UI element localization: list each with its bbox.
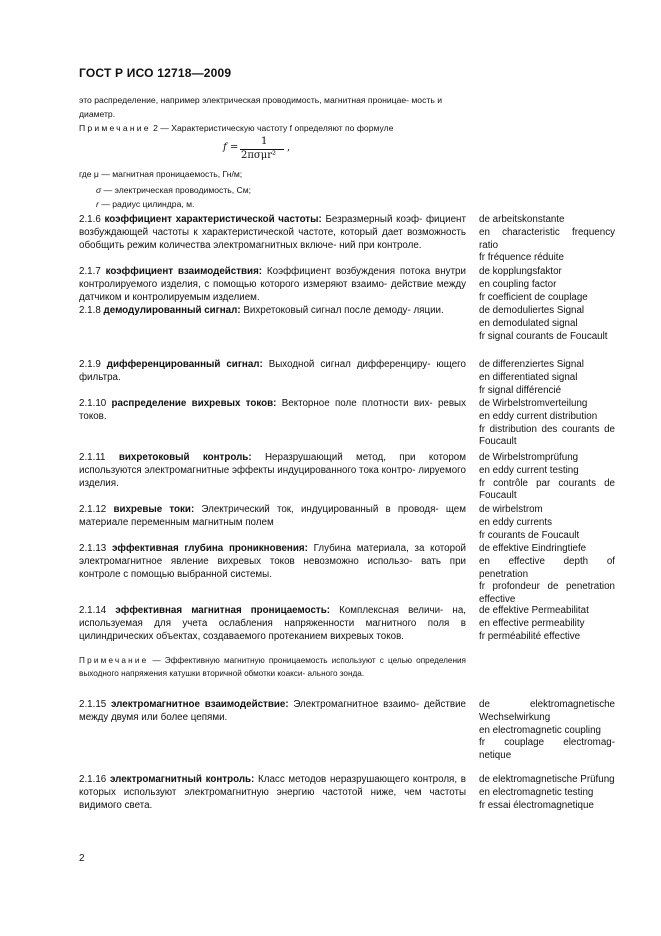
translation-en: en eddy current distribution xyxy=(479,410,598,422)
translation-de: de elektromagnetische Wechselwirkung xyxy=(479,699,615,723)
translation-fr: fr profondeur de penetration effective xyxy=(479,581,615,606)
translation-de: de wirbelstrom xyxy=(479,504,543,515)
term-entry xyxy=(79,359,466,385)
translation-fr: fr essai électromagnetique xyxy=(479,799,594,811)
translation-en: en eddy current testing xyxy=(479,464,579,476)
intro-text: это распределение, например электрическая проводимость, магнитная проницае- мость и диаметр. xyxy=(79,95,442,119)
entry-term: электромагнитный контроль: xyxy=(109,774,255,785)
entry-definition: Вихретоковый сигнал после демоду- ляции. xyxy=(243,305,444,316)
formula-comma: , xyxy=(287,142,291,153)
entry-term: коэффициент характеристической частоты: xyxy=(104,214,322,225)
formula-lhs: f = xyxy=(223,142,239,153)
term-translations xyxy=(479,774,615,812)
note-2 xyxy=(79,121,469,135)
standard-header: ГОСТ Р ИСО 12718—2009 xyxy=(79,66,232,80)
translation-de: de elektromagnetische Prüfung xyxy=(479,774,615,785)
entry-number: 2.1.13 xyxy=(79,543,107,554)
term-translations xyxy=(479,266,615,304)
term-translations xyxy=(479,605,615,643)
entry-definition: Выходной сигнал дифференциру- ющего фильтра. xyxy=(79,359,466,383)
entry-term: дифференцированный сигнал: xyxy=(106,359,263,370)
term-entry xyxy=(79,699,466,725)
term-translations xyxy=(479,359,615,397)
note-text: 2 — Характеристическую частоту f определяют по формуле xyxy=(150,123,394,133)
entry-number: 2.1.6 xyxy=(79,214,101,225)
entry-term: эффективная глубина проникновения: xyxy=(111,543,308,554)
entry-number: 2.1.15 xyxy=(79,699,107,710)
translation-en: en effective depth of penetration xyxy=(479,555,615,580)
translation-fr: fr signal courants de Foucault xyxy=(479,330,608,342)
translation-fr: fr distribution des courants de Foucault xyxy=(479,423,615,448)
entry-definition: Электрический ток, индуцированный в проводя- щем материале переменным магнитным полем xyxy=(79,504,466,528)
entry-term: распределение вихревых токов: xyxy=(111,398,277,409)
translation-fr: fr contrôle par courants de Foucault xyxy=(479,477,615,502)
translation-de: de differenziertes Signal xyxy=(479,359,584,370)
where-text: — радиус цилиндра, м. xyxy=(98,199,195,209)
translation-en: en electromagnetic coupling xyxy=(479,724,601,736)
entry-number: 2.1.10 xyxy=(79,398,107,409)
term-entry xyxy=(79,504,466,530)
entry-definition: Класс методов неразрушающего контроля, в которых используют электромагнитную энергию частотой ниже, чем частоты видимого света. xyxy=(79,774,466,811)
translation-de: de effektive Permeabilitat xyxy=(479,605,589,616)
entry-definition: Глубина материала, за которой электромагнитное явление вихревых токов невозможно использо- вать при контроле с помощью выбранной системы. xyxy=(79,543,467,580)
translation-en: en effective permeability xyxy=(479,617,585,629)
term-entry xyxy=(79,266,466,304)
translation-en: en characteristic frequency ratio xyxy=(479,226,615,251)
translation-en: en differentiated signal xyxy=(479,371,578,383)
entry-term: вихревые токи: xyxy=(113,504,195,515)
entry-definition: Электромагнитное взаимо- действие между двумя или более цепями. xyxy=(79,699,466,723)
where-symbol: где μ xyxy=(79,169,99,179)
note-text: — Эффективную магнитную проницаемость используют с целью определения выходного напряжения катушки вторичной обмотки коакси- ального зонда. xyxy=(79,656,466,678)
entry-definition: Векторное поле плотности вих- ревых токов. xyxy=(79,398,466,422)
entry-definition: Неразрушающий метод, при котором используются электромагнитные эффекты индуцированного тока контро- лируемого изделия. xyxy=(79,452,466,489)
term-entry xyxy=(79,774,466,812)
entry-term: электромагнитное взаимодействие: xyxy=(110,699,289,710)
entry-term: демодулированный сигнал: xyxy=(103,305,241,316)
where-text: — электрическая проводимость, См; xyxy=(101,185,252,195)
translation-en: en electromagnetic testing xyxy=(479,786,594,798)
note-label: Примечание xyxy=(79,123,151,133)
entry-number: 2.1.9 xyxy=(79,359,101,370)
translation-fr: fr perméabilité effective xyxy=(479,630,581,642)
formula-denominator: 2πσμr² xyxy=(241,150,277,161)
entry-number: 2.1.11 xyxy=(79,452,106,463)
translation-fr: fr courants de Foucault xyxy=(479,529,580,541)
entry-definition: Комплексная величи- на, используемая для учета ослабления напряженности магнитного поля в цилиндрических объектах, создаваемого протеканием вихревых токов. xyxy=(79,605,467,642)
entry-definition: Коэффициент возбуждения потока внутри контролируемого изделия, с помощью которого измеряют взаимо- действие между датчиком и контролируемым изделием. xyxy=(79,266,466,303)
translation-en: en eddy currents xyxy=(479,516,552,528)
term-entry xyxy=(79,214,466,252)
translation-de: de Wirbelstromprüfung xyxy=(479,452,579,463)
term-translations xyxy=(479,398,615,449)
translation-fr: fr couplage electromag- netique xyxy=(479,737,615,762)
term-translations xyxy=(479,543,615,607)
term-entry xyxy=(79,543,466,581)
term-entry xyxy=(79,452,466,490)
translation-en: en demodulated signal xyxy=(479,317,578,329)
where-text: — магнитная проницаемость, Гн/м; xyxy=(98,169,243,179)
translation-fr: fr signal différencié xyxy=(479,384,562,396)
entry-definition: Безразмерный коэф- фициент возбуждающей частоты к характеристической частоте, который дает возможность обобщить режим количества электромагнитных включе- ний при контроле. xyxy=(79,214,466,251)
term-translations xyxy=(479,452,615,503)
entry-number: 2.1.14 xyxy=(79,605,107,616)
where-line xyxy=(96,197,194,211)
page-number: 2 xyxy=(79,853,85,864)
where-symbol: r xyxy=(96,199,99,209)
term-entry xyxy=(79,398,466,424)
translation-de: de effektive Eindringtiefe xyxy=(479,543,587,554)
translation-de: de arbeitskonstante xyxy=(479,214,565,225)
term-translations xyxy=(479,214,615,265)
entry-number: 2.1.12 xyxy=(79,504,107,515)
translation-en: en coupling factor xyxy=(479,278,557,290)
entry-number: 2.1.16 xyxy=(79,774,107,785)
translation-fr: fr coefficient de couplage xyxy=(479,291,588,303)
formula-numerator: 1 xyxy=(261,136,268,147)
where-symbol: σ xyxy=(96,185,102,195)
note-permeability xyxy=(79,655,466,680)
where-line xyxy=(96,183,251,197)
translation-fr: fr fréquence réduite xyxy=(479,252,564,264)
where-line xyxy=(79,167,242,181)
term-entry xyxy=(79,305,466,318)
entry-term: коэффициент взаимодействия: xyxy=(105,266,263,277)
entry-number: 2.1.7 xyxy=(79,266,101,277)
term-translations xyxy=(479,504,615,542)
term-translations xyxy=(479,305,615,343)
note-label: Примечание xyxy=(79,656,149,665)
entry-term: эффективная магнитная проницаемость: xyxy=(115,605,331,616)
term-entry xyxy=(79,605,466,643)
entry-number: 2.1.8 xyxy=(79,305,101,316)
entry-term: вихретоковый контроль: xyxy=(118,452,252,463)
translation-de: de demoduliertes Signal xyxy=(479,305,585,316)
term-translations xyxy=(479,699,615,763)
translation-de: de Wirbelstromverteilung xyxy=(479,398,588,409)
translation-de: de kopplungsfaktor xyxy=(479,266,562,277)
